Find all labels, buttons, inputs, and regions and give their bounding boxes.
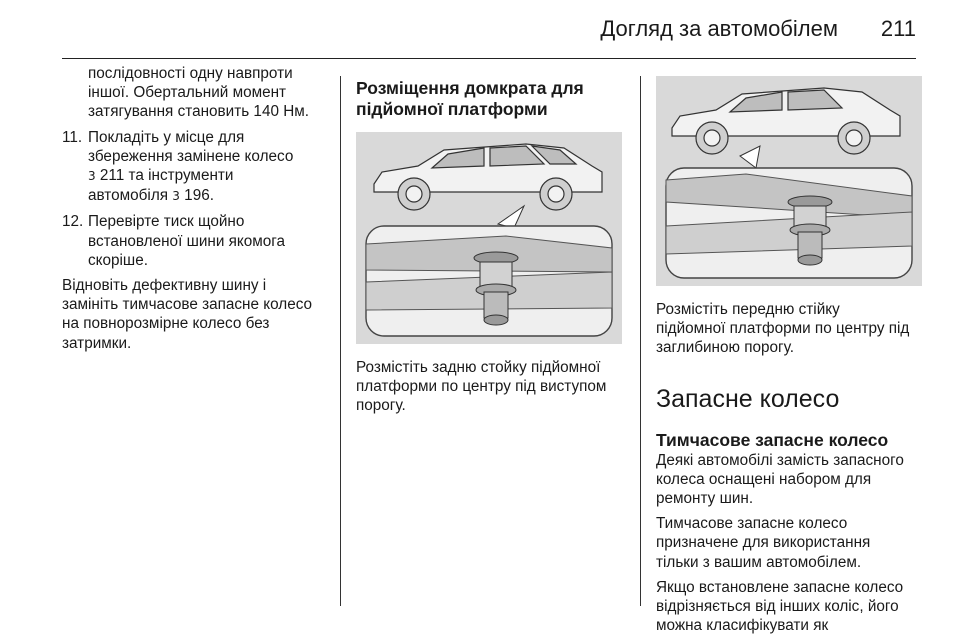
text-line: колеса оснащені набором для [656,470,872,488]
text-line: встановленої шини якомога [88,232,286,250]
figure-caption [356,358,628,416]
step-number: 12. [62,213,84,231]
text-line: Відновіть дефективну шину і [62,277,267,295]
paragraph [656,514,928,572]
rear-lift-illustration-svg [356,132,622,344]
paragraph [656,578,928,636]
text-line: Якщо встановлене запасне колесо [656,578,904,596]
text-line: Розмістіть задню стойку підйомної [356,359,601,376]
text-line: Покладіть у місце для [88,128,245,146]
column-divider-1 [340,76,341,606]
page-ref-arrow-icon[interactable]: 3 [88,169,96,184]
paragraph [62,276,332,353]
subsection-heading: Тимчасове запасне колесо [656,429,889,450]
text-line: можна класифікувати як [656,617,829,635]
text-line: ремонту шин. [656,490,754,508]
paragraph [656,451,928,509]
ref-text: автомобіля [88,187,173,205]
ref-text: 211 та інструменти [95,167,234,185]
step-12 [62,212,332,270]
rear-lift-point-illustration [356,132,622,344]
text-line: відрізняється від інших коліс, його [656,598,899,616]
text-line: тільки з вашим автомобілем. [656,553,862,571]
front-lift-point-illustration [656,76,922,286]
step-11 [62,128,332,207]
text-line [88,166,293,186]
column-1 [62,64,332,353]
text-line: замініть тимчасове запасне колесо [62,296,313,314]
column-3 [656,64,928,635]
page-ref-arrow-icon[interactable]: 3 [172,189,180,204]
heading-line: підйомної платформи [356,99,548,119]
text-line: затримки. [62,334,132,352]
text-line: Деякі автомобілі замість запасного [656,451,904,469]
text-line: Розмістіть передню стійку [656,301,840,318]
ref-text: 196. [179,187,214,205]
header-rule [62,58,916,59]
heading-line: Розміщення домкрата для [356,78,584,98]
text-line [88,186,293,206]
continued-step [62,64,332,122]
text-line: збереження замінене колесо [88,147,294,165]
text-line: Перевірте тиск щойно [88,213,245,231]
text-line: заглибиною порогу. [656,339,794,357]
text-line: затягування становить 140 Нм. [88,103,310,121]
text-line: скоріше. [88,251,148,269]
text-line: послідовності одну навпроти [88,65,293,82]
step-text [88,212,285,270]
column-2 [356,64,628,416]
section-heading [356,78,628,120]
text-line: платформи по центру під виступом [356,378,607,396]
front-lift-illustration-svg [656,76,922,286]
column-divider-2 [640,76,641,606]
step-text [88,128,293,207]
section-title: Запасне колесо [656,384,840,413]
text-line: на повнорозмірне колесо без [62,315,270,333]
header-title: Догляд за автомобілем [600,16,838,41]
page-header [0,0,960,58]
text-line: іншої. Обертальний момент [88,84,287,102]
text-line: призначене для використання [656,534,871,552]
step-number: 11. [62,128,83,146]
page-number: 211 [880,16,916,41]
text-line: підйомної платформи по центру під [656,320,910,338]
text-line: Тимчасове запасне колесо [656,515,848,533]
text-line: порогу. [356,397,406,415]
figure-caption [656,300,928,358]
